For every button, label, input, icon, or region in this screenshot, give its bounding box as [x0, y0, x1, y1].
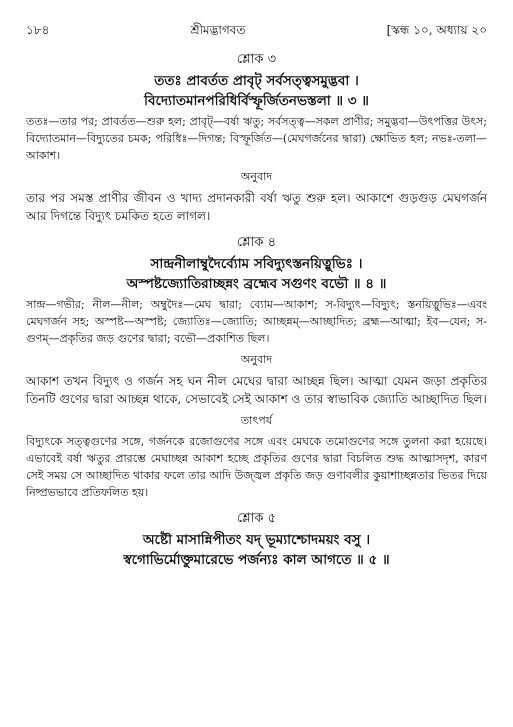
verse-3 — [26, 50, 487, 225]
verse-line: ততঃ প্রাবর্তত প্রাবৃট্ সর্বসত্ত্বসমুদ্ভবা । — [154, 73, 359, 89]
verse-line: অস্পষ্টজ্যোতিরাচ্ছন্নং ব্রহ্মেব সগুণং বভৌ ॥ ৪ ॥ — [126, 276, 387, 292]
page-header — [26, 22, 487, 42]
verse-4 — [26, 233, 487, 501]
book-title: শ্রীমদ্ভাগবত — [190, 23, 246, 37]
chapter-reference: [স্কন্ধ ১০, অধ্যায় ২০ — [386, 23, 487, 37]
verse-line: বিদ্যোতমানপরিধির্বিস্ফূর্জিতনভস্তলা ॥ ৩ ॥ — [144, 93, 369, 109]
verse-5 — [26, 509, 487, 570]
purport-label: তাৎপর্য — [240, 414, 273, 427]
translation-label: অনুবাদ — [240, 353, 273, 366]
verse-line: সান্দ্রনীলাম্বুদৈর্ব্যোম সবিদ্যুৎস্তনয়িত্নুভিঃ । — [150, 256, 363, 272]
synonyms: ততঃ—তার পর; প্রাবর্তত—শুরু হল; প্রাবৃট্—বর্ষা ঋতু; সর্বসত্ত্ব—সকল প্রাণীর; সমুদ্ভবা—উৎপত্তির উৎস; বিদ্যোতমান—বিদ্যুতের চমক; পরিধিঃ—দিগন্ত; বিস্ফূর্জিত—(মেঘগর্জনের দ্বারা) ক্ষোভিত হল; নভঃ-তলা—আকাশ। — [26, 115, 487, 162]
page-number: ১৮৪ — [26, 23, 50, 37]
synonyms: সান্দ্র—গভীর; নীল—নীল; অম্বুদৈঃ—মেঘ দ্বারা; ব্যোম—আকাশ; স-বিদ্যুৎ—বিদ্যুৎ; স্তনয়িত্নুভিঃ—এবং মেঘগর্জন সহ; অস্পষ্ট—অস্পষ্ট; জ্যোতিঃ—জ্যোতি; আচ্ছন্নম্—আচ্ছাদিত; ব্রহ্ম—আত্মা; ইব—যেন; স-গুণম্—প্রকৃতির জড় গুণের দ্বারা; বভৌ—প্রকাশিত ছিল। — [26, 298, 487, 345]
verse-line: অষ্টৌ মাসান্নিপীতং যদ্ ভূম্যাশ্চোদময়ং বসু । — [142, 532, 371, 548]
verse-line: স্বগোভির্মোক্তুমারেভে পর্জন্যঃ কাল আগতে ॥ ৫ ॥ — [123, 552, 390, 568]
translation: তার পর সমস্ত প্রাণীর জীবন ও খাদ্য প্রদানকারী বর্ষা ঋতু শুরু হল। আকাশে গুড়গুড় মেঘগর্জন আর দিগন্তে বিদ্যুৎ চমকিত হতে লাগল। — [26, 191, 487, 223]
translation-label: অনুবাদ — [240, 170, 273, 183]
verse-title: শ্লোক ৩ — [236, 52, 277, 67]
purport: বিদ্যুৎকে সত্ত্বগুণের সঙ্গে, গর্জনকে রজোগুণের সঙ্গে এবং মেঘকে তমোগুণের সঙ্গে তুলনা করা হয়েছে। এভাবেই বর্ষা ঋতুর প্রারম্ভে মেঘাচ্ছন্ন আকাশ হচ্ছে প্রকৃতির গুণের দ্বারা বিচলিত শুদ্ধ আত্মাসদৃশ, কারণ সেই সময় সে আচ্ছাদিত থাকার ফলে তার আদি উজ্জ্বল প্রকৃতি জড় গুণাবলীর কুয়াশাচ্ছন্নতার ভিতর দিয়ে নিষ্প্রভভাবে প্রতিফলিত হয়। — [26, 435, 487, 499]
verse-title: শ্লোক ৫ — [236, 511, 277, 526]
translation: আকাশ তখন বিদ্যুৎ ও গর্জন সহ ঘন নীল মেঘের দ্বারা আচ্ছন্ন ছিল। আত্মা যেমন জড়া প্রকৃতির তিনটি গুণের দ্বারা আচ্ছন্ন থাকে, সেভাবেই সেই আকাশ ও তার স্বাভাবিক জ্যোতি আচ্ছাদিত ছিল। — [26, 374, 487, 406]
verse-title: শ্লোক ৪ — [236, 235, 277, 250]
